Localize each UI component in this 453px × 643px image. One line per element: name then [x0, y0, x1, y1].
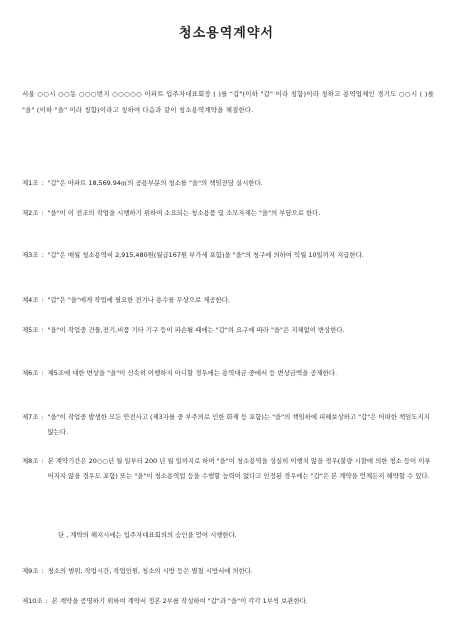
article-8-note: 단 , 계약의 해지시에는 입주자대표회의의 승인을 얻어 시행한다. — [58, 531, 237, 539]
article-text: "갑"은 아파트 18,569.94㎡의 공용부분의 청소를 "을"의 책임전담 실시한다. — [47, 179, 263, 187]
article-colon: : — [41, 457, 44, 465]
article-colon: : — [41, 209, 44, 217]
article-4 — [22, 293, 434, 308]
article-9 — [22, 564, 434, 579]
article-6 — [22, 366, 434, 381]
intro-paragraph: 서울 ○○시 ○○동 ○○○번지 ○○○○○ 아파트 입주자대표회장 ( )를 "갑"(이하 "갑" 이라 칭함)이라 칭하고 용역업체인 경기도 ○○시 ( )를 "을" (이하 "을" 이라 칭함)이라고 칭하여 다음과 같이 청소용역계약을 체결한다. — [22, 90, 434, 114]
article-colon: : — [41, 296, 44, 304]
article-3 — [22, 248, 434, 263]
article-colon: : — [41, 369, 44, 377]
article-text: 청소의 범위, 작업시간, 작업인원, 청소의 시방 등은 별첨 시방서에 의한다. — [47, 567, 254, 575]
article-2 — [22, 206, 434, 221]
article-colon: : — [45, 597, 48, 605]
article-text: 본 계약기간은 20○○년 월 일부터 200 년 월 일까지로 하며 "을"이 청소용역을 성실히 이행치 않을 경우(불량 시찰에 의한 청소 등이 이루어지지 않을 경우도 포함) 또는 "을"이 청소용역업 등을 수행할 능력이 없다고 인정된 경우에는 "갑"은 본 계약을 언제든지 해약할 수 있다. — [47, 457, 431, 480]
article-number: 제6조 — [22, 369, 39, 377]
article-text: "갑"은 매월 청소용역비 2,915,480원(월급167원 부가세 포함)을 "을"의 청구에 의하여 익월 10일까지 지급한다. — [47, 251, 364, 259]
article-colon: : — [41, 413, 44, 421]
article-colon: : — [41, 179, 44, 187]
article-text: "을"이 이 전조의 작업을 시행하기 위하여 소요되는 청소용품 및 소모자재는 "을"의 부담으로 한다. — [47, 209, 321, 217]
article-text: "을"이 작업중 건물,전기,비품 기타 기구 등이 파손될 때에는 "갑"의 요구에 따라 "을"은 지체없이 변상한다. — [47, 326, 345, 334]
article-number: 제3조 — [22, 251, 39, 259]
article-text: "을"이 작업중 발생한 모든 안전사고 (제3자를 중 부주의로 인한 화재 등 포함)는 "을"의 책임하에 피해보상하고 "갑"은 어떠한 책임도지지 않는다. — [47, 413, 430, 436]
article-1 — [22, 176, 434, 191]
article-number: 제2조 — [22, 209, 39, 217]
article-number: 제10조 — [22, 597, 43, 605]
article-7 — [22, 410, 434, 440]
article-colon: : — [41, 567, 44, 575]
article-number: 제5조 — [22, 326, 39, 334]
article-number: 제9조 — [22, 567, 39, 575]
article-8 — [22, 454, 434, 484]
article-10 — [22, 594, 434, 609]
article-text: 제5조에 대한 변상을 "을"이 신속히 이행하지 아니할 경우에는 용역대금 중에서 등 변상금액을 공제한다. — [47, 369, 338, 377]
article-number: 제8조 — [22, 457, 39, 465]
article-number: 제1조 — [22, 179, 39, 187]
article-number: 제7조 — [22, 413, 39, 421]
article-text: "갑"은 "을"에게 작업에 필요한 전기나 용수를 무상으로 제공한다. — [47, 296, 230, 304]
article-text: 본 계약을 증명하기 위하여 계약서 정본 2부를 작성하여 "갑"과 "을"이 각각 1부씩 보관한다. — [51, 597, 308, 605]
article-5 — [22, 323, 434, 338]
document-title: 청소용역계약서 — [179, 26, 274, 41]
article-colon: : — [41, 326, 44, 334]
article-colon: : — [41, 251, 44, 259]
article-number: 제4조 — [22, 296, 39, 304]
